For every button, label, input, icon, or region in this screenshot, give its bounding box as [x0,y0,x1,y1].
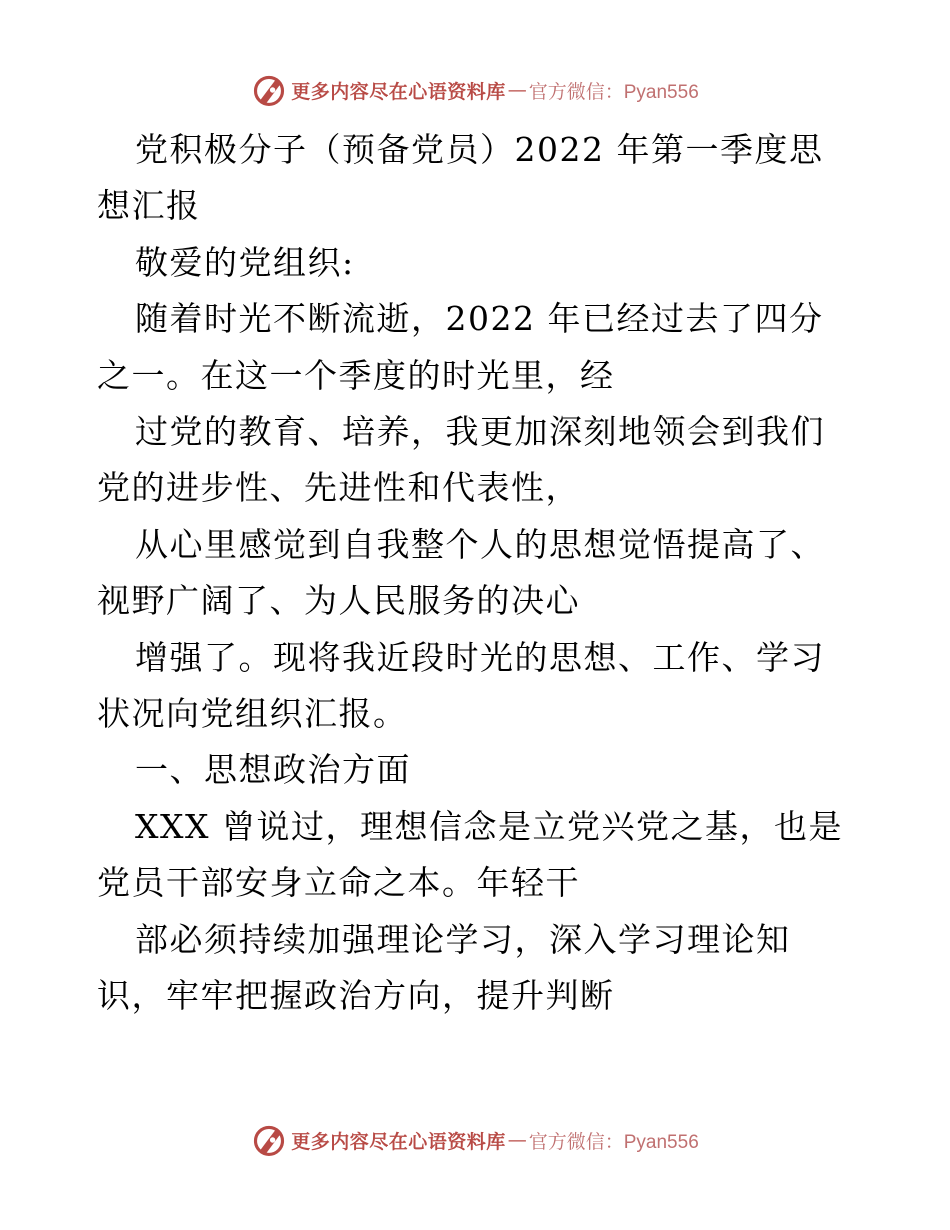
body-paragraph: 增强了。现将我近段时光的思想、工作、学习状况向党组织汇报。 [97,637,825,734]
watermark-brand: 更多内容尽在心语资料库 [291,1130,506,1153]
watermark-contact: 官方微信：Pyan556 [528,1131,699,1153]
salutation: 敬爱的党组织: [135,242,355,282]
section-heading: 一、思想政治方面 [135,750,411,790]
watermark-separator: — [507,79,527,101]
body-paragraph: 随着时光不断流逝，2022 年已经过去了四分之一。在这一个季度的时光里，经 [97,299,824,395]
red-brush-logo-icon [251,72,287,108]
body-paragraph: 过党的教育、培养，我更加深刻地领会到我们党的进步性、先进性和代表性， [97,412,825,508]
body-paragraph: 部必须持续加强理论学习，深入学习理论知识，牢牢把握政治方向，提升判断 [97,919,791,1016]
document-body [97,122,857,1025]
body-paragraph: XXX 曾说过，理想信念是立党兴党之基，也是党员干部安身立命之本。年轻干 [97,806,843,903]
watermark-separator: — [507,1129,527,1151]
watermark-brand: 更多内容尽在心语资料库 [291,80,506,103]
footer-watermark [0,1120,950,1160]
red-brush-logo-icon [251,1122,287,1158]
body-paragraph: 从心里感觉到自我整个人的思想觉悟提高了、视野广阔了、为人民服务的决心 [97,524,825,621]
document-title: 党积极分子（预备党员）2022 年第一季度思想汇报 [97,130,824,226]
watermark-contact: 官方微信：Pyan556 [528,81,699,103]
header-watermark [0,70,950,110]
